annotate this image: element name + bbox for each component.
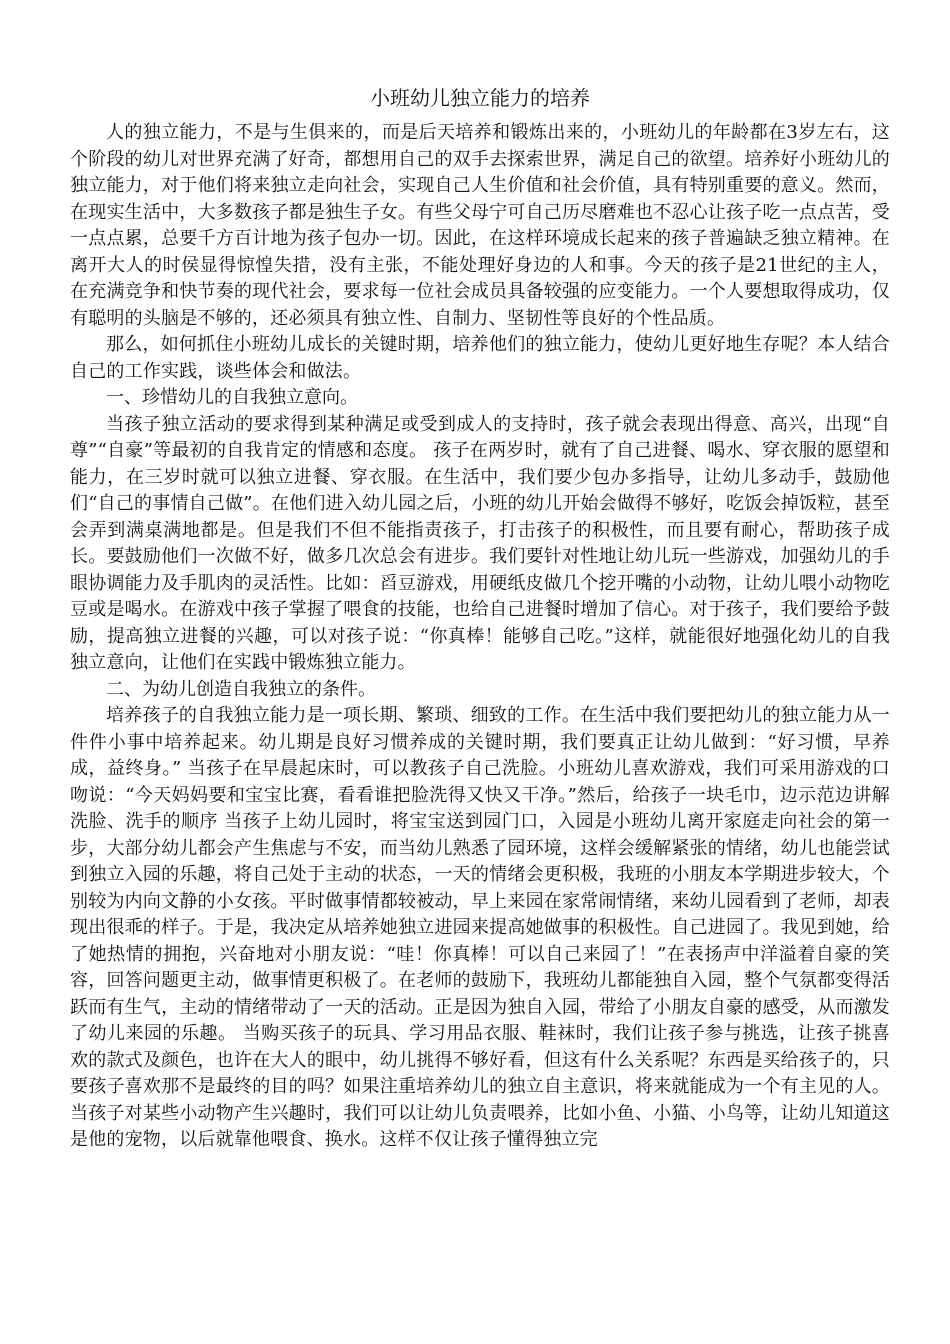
paragraph-section-2: 培养孩子的自我独立能力是一项长期、繁琐、细致的工作。在生活中我们要把幼儿的独立能力从一件件小事中培养起来。幼儿期是良好习惯养成的关键时期，我们要真正让幼儿做到：“好习惯，早养成，益终身。” 当孩子在早晨起床时，可以教孩子自己洗脸。小班幼儿喜欢游戏，我们可采用游戏的口吻说：“今天妈妈要和宝宝比赛，看看谁把脸洗得又快又干净。”然后，给孩子一块毛巾，边示范边讲解洗脸、洗手的顺序 当孩子上幼儿园时，将宝宝送到园门口，入园是小班幼儿离开家庭走向社会的第一步，大部分幼儿都会产生焦虑与不安，而当幼儿熟悉了园环境，这样会缓解紧张的情绪，幼儿也能尝试到独立入园的乐趣，将自己处于主动的状态，一天的情绪会更积极，我班的小朋友本学期进步较大，个别较为内向文静的小女孩。平时做事情都较被动，早上来园在家常闹情绪，来幼儿园看到了老师，却表现出很乖的样子。于是，我决定从培养她独立进园来提高她做事的积极性。自己进园了。我见到她，给了她热情的拥抱，兴奋地对小朋友说：“哇！你真棒！可以自己来园了！”在表扬声中洋溢着自豪的笑容，回答问题更主动，做事情更积极了。在老师的鼓励下，我班幼儿都能独自入园，整个气氛都变得活跃而有生气，主动的情绪带动了一天的活动。正是因为独自入园，带给了小朋友自豪的感受，从而激发了幼儿来园的乐趣。 当购买孩子的玩具、学习用品衣服、鞋袜时，我们让孩子参与挑选，让孩子挑喜欢的款式及颜色，也许在大人的眼中，幼儿挑得不够好看，但这有什么关系呢？东西是买给孩子的，只要孩子喜欢那不是最终的目的吗？如果注重培养幼儿的独立自主意识，将来就能成为一个有主见的人。当孩子对某些小动物产生兴趣时，我们可以让幼儿负责喂养，比如小鱼、小猫、小鸟等，让幼儿知道这是他的宠物，以后就靠他喂食、换水。这样不仅让孩子懂得独立完 <box>70 705 890 1150</box>
paragraph-section-1: 当孩子独立活动的要求得到某种满足或受到成人的支持时，孩子就会表现出得意、高兴，出现“自尊”“自豪”等最初的自我肯定的情感和态度。 孩子在两岁时，就有了自己进餐、喝水、穿衣服的愿望和能力，在三岁时就可以独立进餐、穿衣服。在生活中，我们要少包办多指导，让幼儿多动手，鼓励他们“自己的事情自己做”。在他们进入幼儿园之后，小班的幼儿开始会做得不够好，吃饭会掉饭粒，甚至会弄到满桌满地都是。但是我们不但不能指责孩子，打击孩子的积极性，而且要有耐心，帮助孩子成长。要鼓励他们一次做不好，做多几次总会有进步。我们要针对性地让幼儿玩一些游戏，加强幼儿的手眼协调能力及手肌肉的灵活性。比如：舀豆游戏，用硬纸皮做几个挖开嘴的小动物，让幼儿喂小动物吃豆或是喝水。在游戏中孩子掌握了喂食的技能，也给自己进餐时增加了信心。对于孩子，我们要给予鼓励，提高独立进餐的兴趣，可以对孩子说：“你真棒！能够自己吃。”这样，就能很好地强化幼儿的自我独立意向，让他们在实践中锻炼独立能力。 <box>70 413 890 673</box>
paragraph-question: 那么，如何抓住小班幼儿成长的关键时期，培养他们的独立能力，使幼儿更好地生存呢？本人结合自己的工作实践，谈些体会和做法。 <box>70 334 890 382</box>
section-heading-1: 一、珍惜幼儿的自我独立意向。 <box>106 387 358 408</box>
section-heading-2: 二、为幼儿创造自我独立的条件。 <box>106 678 376 700</box>
paragraph-intro: 人的独立能力，不是与生俱来的，而是后天培养和锻炼出来的，小班幼儿的年龄都在3岁左右，这个阶段的幼儿对世界充满了好奇，都想用自己的双手去探索世界，满足自己的欲望。培养好小班幼儿的独立能力，对于他们将来独立走向社会，实现自己人生价值和社会价值，具有特别重要的意义。然而，在现实生活中，大多数孩子都是独生子女。有些父母宁可自己历尽磨难也不忍心让孩子吃一点点苦，受一点点累，总要千方百计地为孩子包办一切。因此，在这样环境成长起来的孩子普遍缺乏独立精神。在离开大人的时侯显得惊惶失措，没有主张，不能处理好身边的人和事。今天的孩子是21世纪的主人，在充满竞争和快节奏的现代社会，要求每一位社会成员具备较强的应变能力。一个人要想取得成功，仅有聪明的头脑是不够的，还必须具有独立性、自制力、坚韧性等良好的个性品质。 <box>70 122 890 329</box>
document-page <box>70 82 890 1154</box>
document-title: 小班幼儿独立能力的培养 <box>370 86 590 110</box>
